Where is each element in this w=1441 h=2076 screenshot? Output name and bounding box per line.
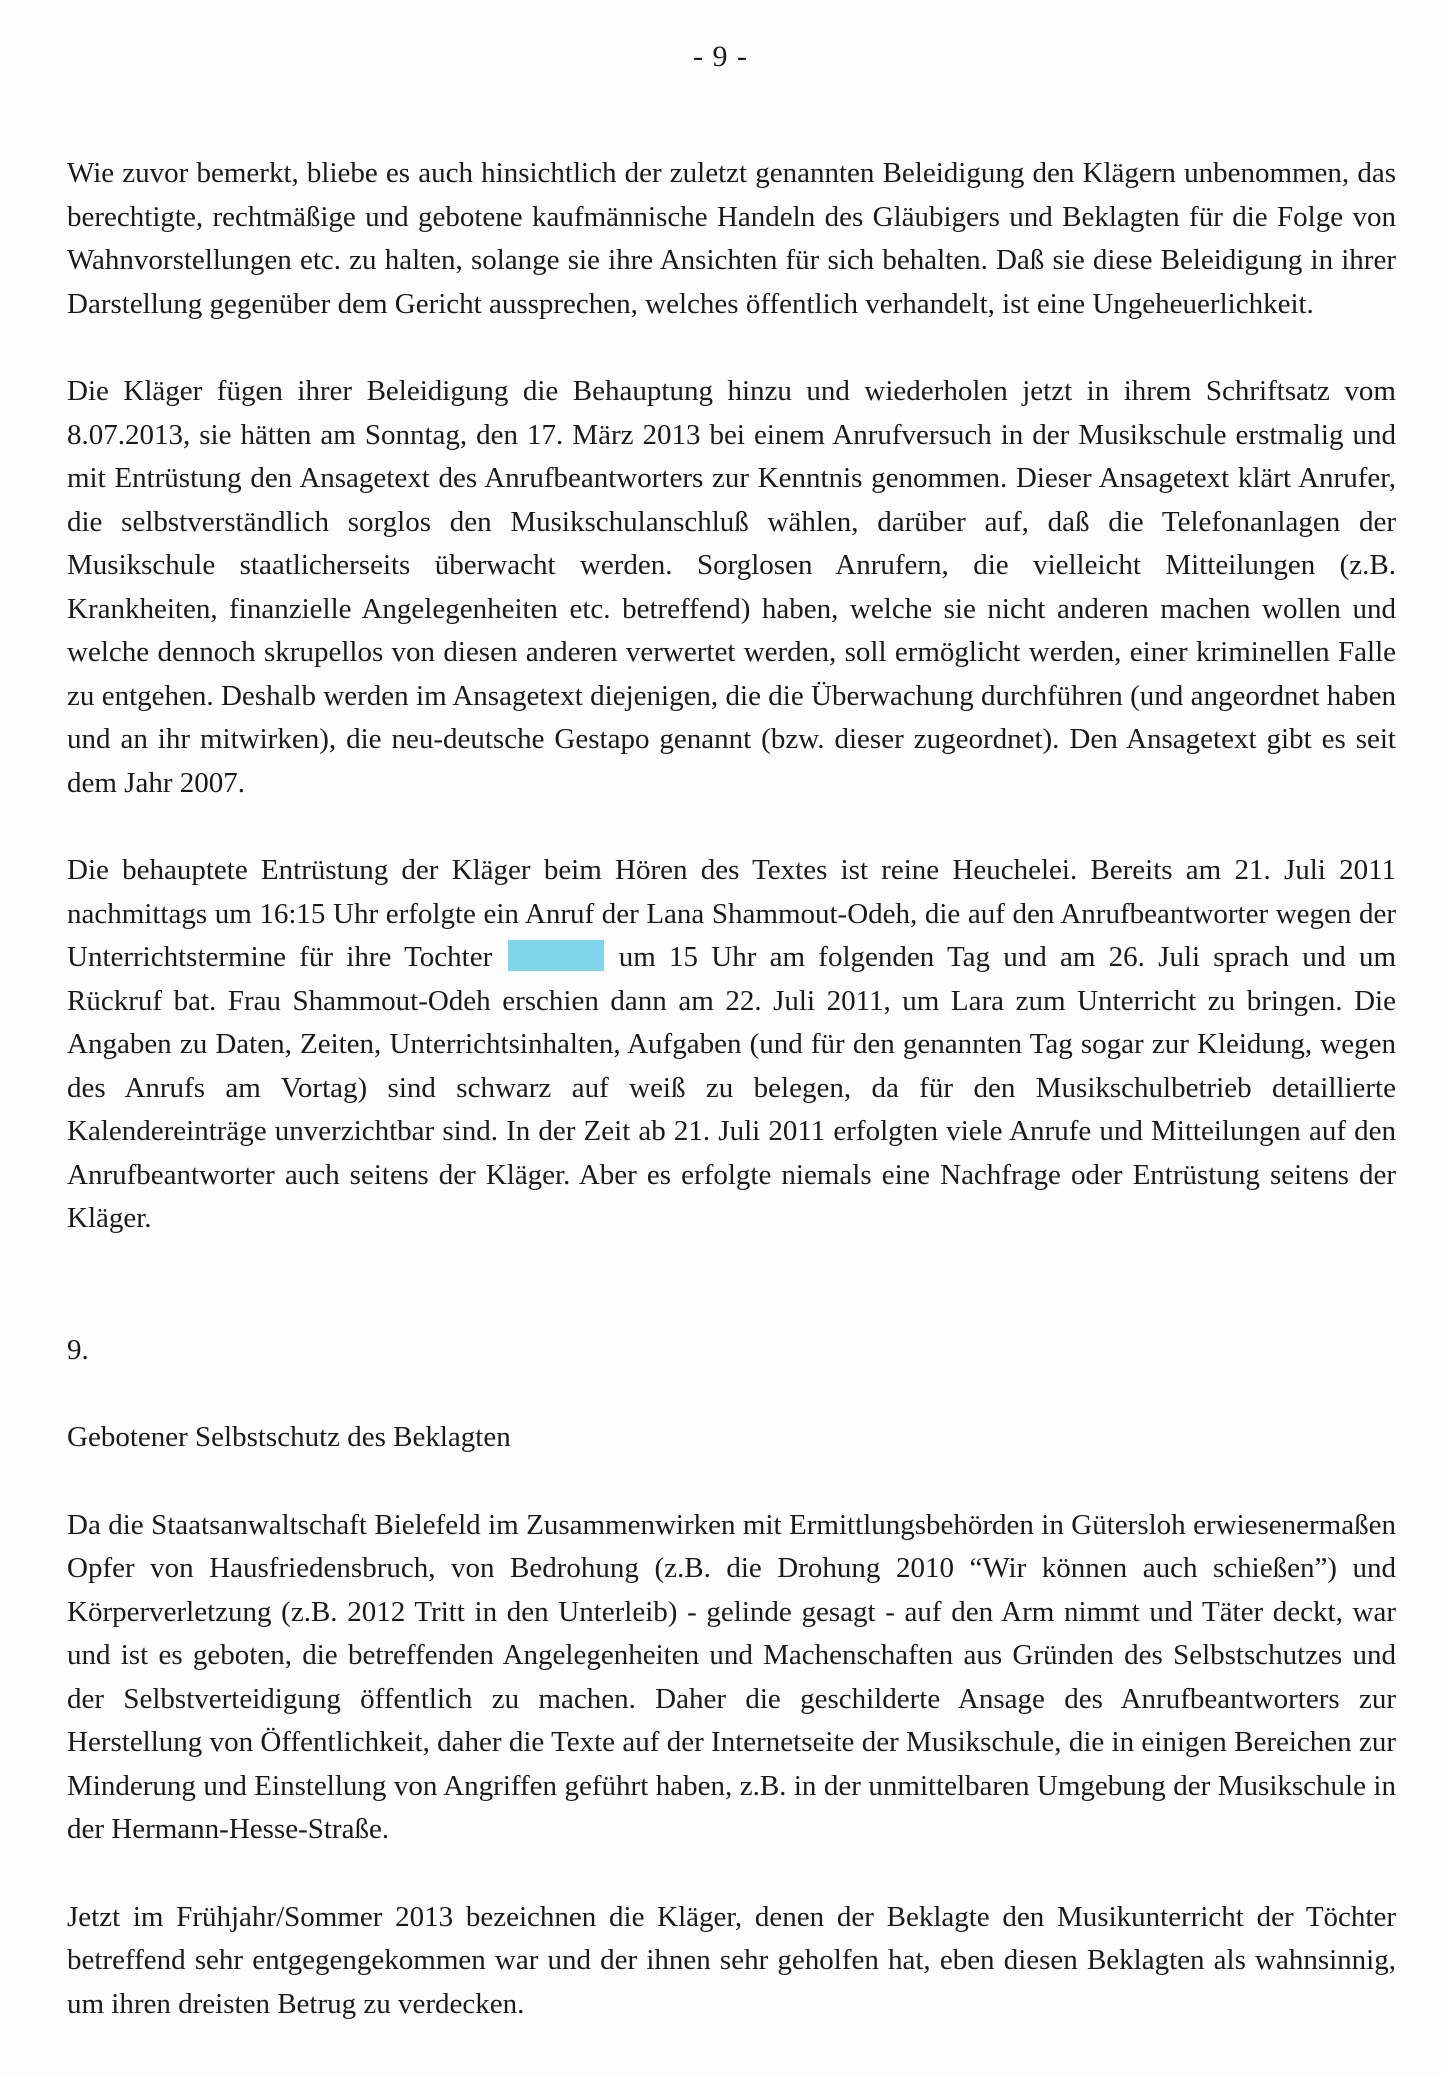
paragraph-closing: Jetzt im Frühjahr/Sommer 2013 bezeichnen die Kläger, denen der Beklagte den Musikunterricht der Töchter betreffend sehr entgegengekommen war und der ihnen sehr geholfen hat, eben diesen Beklagten als wahnsinnig, um ihren dreisten Betrug zu verdecken.	[67, 1900, 1396, 2020]
paragraph-self-protection: Da die Staatsanwaltschaft Bielefeld im Zusammenwirken mit Ermittlungsbehörden in Gütersloh erwiesenermaßen Opfer von Hausfriedensbruch, von Bedrohung (z.B. die Drohung 2010 “Wir können auch schießen”) und Körperverletzung (z.B. 2012 Tritt in den Unterleib) - gelinde gesagt - auf den Arm nimmt und Täter deckt, war und ist es geboten, die betreffenden Angelegenheiten und Machenschaften aus Gründen des Selbstschutzes und der Selbstverteidigung öffentlich zu machen. Daher die geschilderte Ansage des Anrufbeantworters zur Herstellung von Öffentlichkeit, daher die Texte auf der Internetseite der Musikschule, die in einigen Bereichen zur Minderung und Einstellung von Angriffen geführt haben, z.B. in der unmittelbaren Umgebung der Musikschule in der Hermann-Hesse-Straße.	[67, 1508, 1396, 1845]
paragraph-text-after-redaction: um 15 Uhr am folgenden Tag und am 26. Juli sprach und um Rückruf bat. Frau Shammout-Odeh erschien dann am 22. Juli 2011, um Lara zum Unterricht zu bringen. Die Angaben zu Daten, Zeiten, Unterrichtsinhalten, Aufgaben (und für den genannten Tag sogar zur Kleidung, wegen des Anrufs am Vortag) sind schwarz auf weiß zu belegen, da für den Musikschulbetrieb detaillierte Kalendereinträge unverzichtbar sind. In der Zeit ab 21. Juli 2011 erfolgten viele Anrufe und Mitteilungen auf den Anrufbeantworter auch seitens der Kläger. Aber es erfolgte niemals eine Nachfrage oder Entrüstung seitens der Kläger.	[67, 941, 1397, 1234]
paragraph-indignation-hypocrisy	[67, 849, 1396, 1241]
paragraph-text-before-redaction: Die behauptete Entrüstung der Kläger beim Hören des Textes ist reine Heuchelei. Bereits am 21. Juli 2011 nachmittags um 16:15 Uhr erfolgte ein Anruf der Lana Shammout-Odeh, die auf den Anrufbeantworter wegen der Unterrichtstermine für ihre Tochter	[67, 854, 1396, 973]
document-body	[67, 152, 1396, 2026]
section-number: 9.	[67, 1333, 89, 1366]
paragraph-insult-remark: Wie zuvor bemerkt, bliebe es auch hinsichtlich der zuletzt genannten Beleidigung den Klägern unbenommen, das berechtigte, rechtmäßige und gebotene kaufmännische Handeln des Gläubigers und Beklagten für die Folge von Wahnvorstellungen etc. zu halten, solange sie ihre Ansichten für sich behalten. Daß sie diese Beleidigung in ihrer Darstellung gegenüber dem Gericht aussprechen, welches öffentlich verhandelt, ist eine Ungeheuerlichkeit.	[67, 157, 1396, 320]
paragraph-announcement-text: Die Kläger fügen ihrer Beleidigung die Behauptung hinzu und wiederholen jetzt in ihrem Schriftsatz vom 8.07.2013, sie hätten am Sonntag, den 17. März 2013 bei einem Anrufversuch in der Musikschule erstmalig und mit Entrüstung den Ansagetext des Anrufbeantworters zur Kenntnis genommen. Dieser Ansagetext klärt Anrufer, die selbstverständlich sorglos den Musikschulanschluß wählen, darüber auf, daß die Telefonanlagen der Musikschule staatlicherseits überwacht werden. Sorglosen Anrufern, die vielleicht Mitteilungen (z.B. Krankheiten, finanzielle Angelegenheiten etc. betreffend) haben, welche sie nicht anderen machen wollen und welche dennoch skrupellos von diesen anderen verwertet werden, soll ermöglicht werden, einer kriminellen Falle zu entgehen. Deshalb werden im Ansagetext diejenigen, die die Überwachung durchführen (und angeordnet haben und an ihr mitwirken), die neu-deutsche Gestapo genannt (bzw. dieser zugeordnet). Den Ansagetext gibt es seit dem Jahr 2007.	[67, 375, 1396, 799]
page-number: - 9 -	[693, 40, 748, 73]
section-title: Gebotener Selbstschutz des Beklagten	[67, 1421, 511, 1453]
redaction-mark	[508, 940, 604, 971]
